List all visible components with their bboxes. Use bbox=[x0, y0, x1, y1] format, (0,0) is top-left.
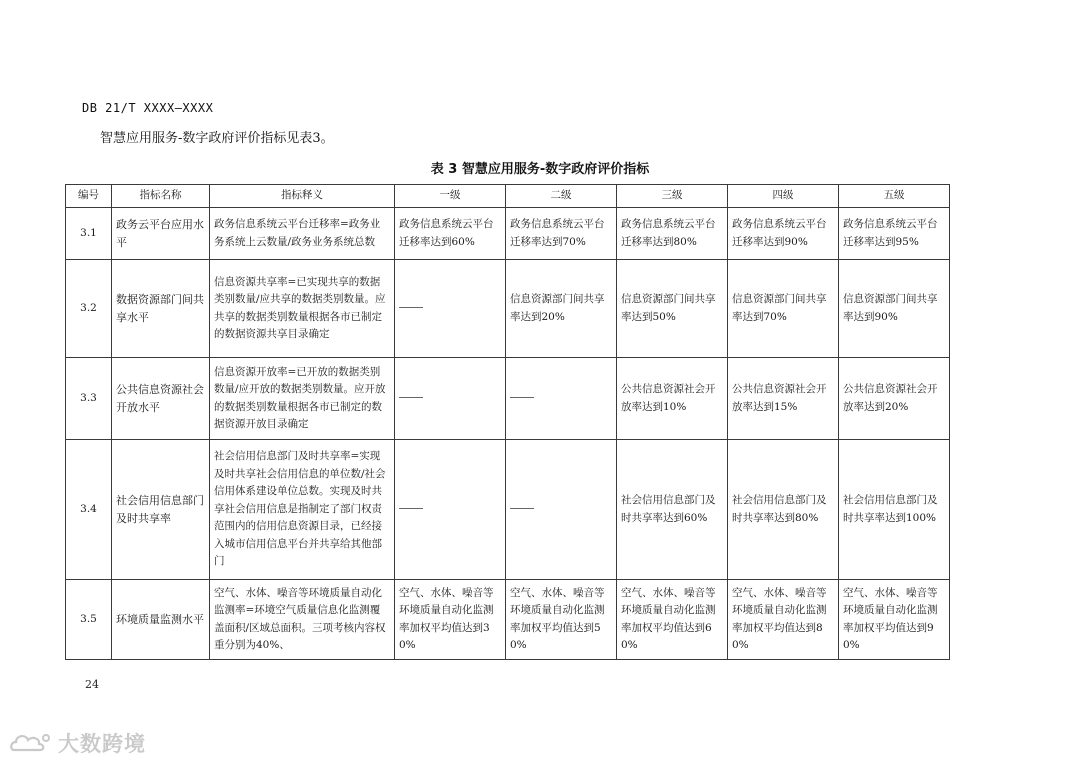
table-row bbox=[66, 358, 950, 440]
row-indicator-name: 公共信息资源社会开放水平 bbox=[112, 358, 210, 440]
level-3-cell: 公共信息资源社会开放率达到10% bbox=[617, 358, 728, 440]
row-code: 3.5 bbox=[66, 580, 112, 660]
row-indicator-name: 社会信用信息部门及时共享率 bbox=[112, 440, 210, 580]
level-4-cell: 公共信息资源社会开放率达到15% bbox=[728, 358, 839, 440]
page-number: 24 bbox=[85, 678, 99, 691]
row-definition: 信息资源开放率=已开放的数据类别数量/应开放的数据类别数量。应开放的数据类别数量根据各市已制定的数据资源开放目录确定 bbox=[210, 358, 395, 440]
row-indicator-name: 环境质量监测水平 bbox=[112, 580, 210, 660]
row-code: 3.4 bbox=[66, 440, 112, 580]
empty-dash bbox=[510, 397, 534, 398]
level-5-cell: 信息资源部门间共享率达到90% bbox=[839, 260, 950, 358]
level-2-cell bbox=[506, 440, 617, 580]
empty-dash bbox=[399, 307, 423, 308]
watermark bbox=[8, 728, 146, 758]
intro-text: 智慧应用服务-数字政府评价指标见表3。 bbox=[100, 131, 334, 146]
cloud-logo-icon bbox=[8, 730, 54, 756]
level-3-cell: 社会信用信息部门及时共享率达到60% bbox=[617, 440, 728, 580]
row-code: 3.2 bbox=[66, 260, 112, 358]
header-level-1: 一级 bbox=[395, 185, 506, 208]
level-5-cell: 公共信息资源社会开放率达到20% bbox=[839, 358, 950, 440]
table-caption: 表 3 智慧应用服务-数字政府评价指标 bbox=[430, 162, 650, 177]
level-1-cell: 空气、水体、噪音等环境质量自动化监测率加权平均值达到30% bbox=[395, 580, 506, 660]
level-5-cell: 政务信息系统云平台迁移率达到95% bbox=[839, 208, 950, 260]
row-definition: 空气、水体、噪音等环境质量自动化监测率=环境空气质量信息化监测覆盖面积/区域总面积。三项考核内容权重分别为40%、 bbox=[210, 580, 395, 660]
header-code: 编号 bbox=[66, 185, 112, 208]
row-indicator-name: 政务云平台应用水平 bbox=[112, 208, 210, 260]
level-1-cell bbox=[395, 440, 506, 580]
level-2-cell bbox=[506, 358, 617, 440]
table-row bbox=[66, 440, 950, 580]
row-code: 3.1 bbox=[66, 208, 112, 260]
empty-dash bbox=[510, 508, 534, 509]
level-1-cell: 政务信息系统云平台迁移率达到60% bbox=[395, 208, 506, 260]
empty-dash bbox=[399, 508, 423, 509]
level-4-cell: 社会信用信息部门及时共享率达到80% bbox=[728, 440, 839, 580]
header-level-5: 五级 bbox=[839, 185, 950, 208]
watermark-text: 大数跨境 bbox=[58, 732, 146, 756]
table-row bbox=[66, 580, 950, 660]
level-3-cell: 政务信息系统云平台迁移率达到80% bbox=[617, 208, 728, 260]
level-1-cell bbox=[395, 260, 506, 358]
row-definition: 社会信用信息部门及时共享率=实现及时共享社会信用信息的单位数/社会信用体系建设单位总数。实现及时共享社会信用信息是指制定了部门权责范围内的信用信息资源目录，已经接入城市信用信息平台并共享给其他部门 bbox=[210, 440, 395, 580]
level-2-cell: 信息资源部门间共享率达到20% bbox=[506, 260, 617, 358]
row-code: 3.3 bbox=[66, 358, 112, 440]
header-definition: 指标释义 bbox=[210, 185, 395, 208]
level-4-cell: 政务信息系统云平台迁移率达到90% bbox=[728, 208, 839, 260]
level-3-cell: 信息资源部门间共享率达到50% bbox=[617, 260, 728, 358]
level-3-cell: 空气、水体、噪音等环境质量自动化监测率加权平均值达到60% bbox=[617, 580, 728, 660]
level-5-cell: 社会信用信息部门及时共享率达到100% bbox=[839, 440, 950, 580]
empty-dash bbox=[399, 397, 423, 398]
table-row bbox=[66, 260, 950, 358]
row-definition: 信息资源共享率=已实现共享的数据类别数量/应共享的数据类别数量。应共享的数据类别数量根据各市已制定的数据资源共享目录确定 bbox=[210, 260, 395, 358]
table-header-row bbox=[66, 185, 950, 208]
table-row bbox=[66, 208, 950, 260]
level-4-cell: 空气、水体、噪音等环境质量自动化监测率加权平均值达到80% bbox=[728, 580, 839, 660]
row-definition: 政务信息系统云平台迁移率=政务业务系统上云数量/政务业务系统总数 bbox=[210, 208, 395, 260]
level-2-cell: 政务信息系统云平台迁移率达到70% bbox=[506, 208, 617, 260]
level-2-cell: 空气、水体、噪音等环境质量自动化监测率加权平均值达到50% bbox=[506, 580, 617, 660]
level-1-cell bbox=[395, 358, 506, 440]
header-name: 指标名称 bbox=[112, 185, 210, 208]
header-level-3: 三级 bbox=[617, 185, 728, 208]
evaluation-table bbox=[65, 184, 950, 660]
document-code: DB 21/T XXXX—XXXX bbox=[82, 101, 214, 115]
level-5-cell: 空气、水体、噪音等环境质量自动化监测率加权平均值达到90% bbox=[839, 580, 950, 660]
header-level-2: 二级 bbox=[506, 185, 617, 208]
row-indicator-name: 数据资源部门间共享水平 bbox=[112, 260, 210, 358]
header-level-4: 四级 bbox=[728, 185, 839, 208]
level-4-cell: 信息资源部门间共享率达到70% bbox=[728, 260, 839, 358]
